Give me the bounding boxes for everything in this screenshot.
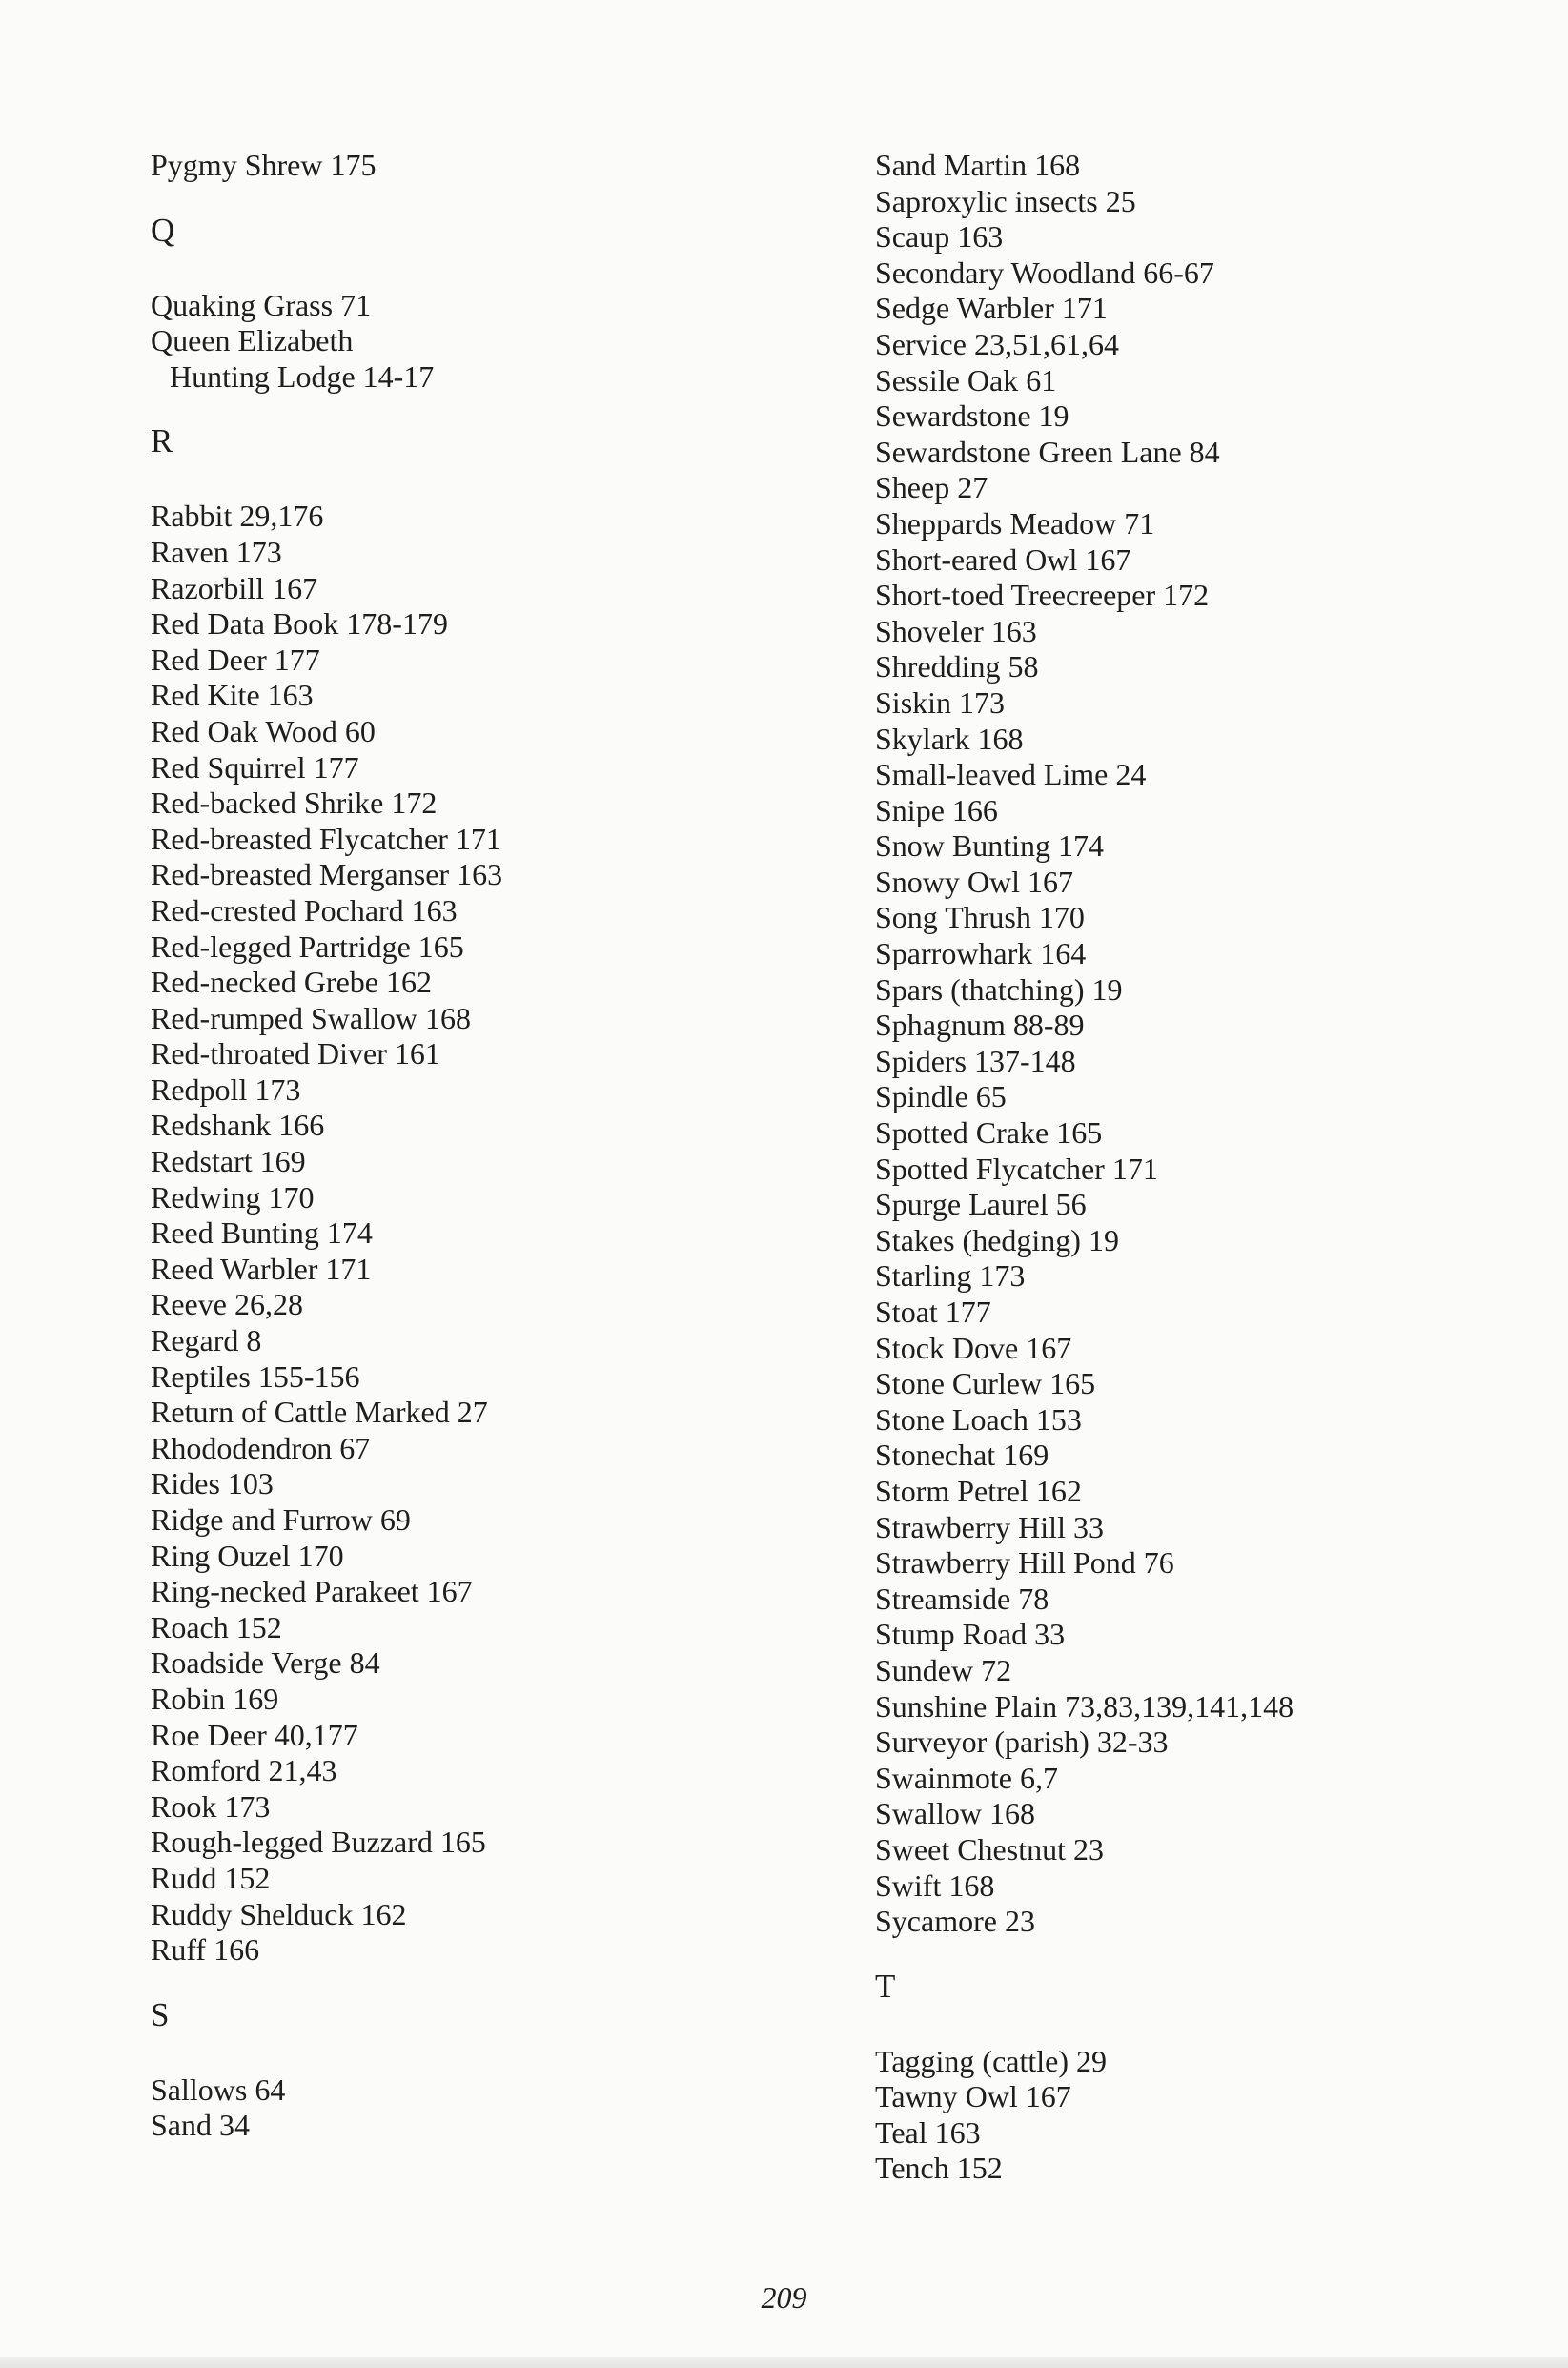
index-entry: Red-breasted Merganser 163 — [151, 857, 503, 892]
index-entry: Starling 173 — [875, 1258, 1026, 1294]
index-entry: Service 23,51,61,64 — [875, 326, 1119, 361]
index-entry: Hunting Lodge 14-17 — [170, 358, 435, 394]
index-entry: Red-necked Grebe 162 — [151, 965, 432, 1000]
index-entry: Siskin 173 — [875, 684, 1006, 720]
index-entry: Red-breasted Flycatcher 171 — [151, 821, 501, 856]
index-entry: Teal 163 — [875, 2114, 981, 2150]
index-entry: Sessile Oak 61 — [875, 362, 1057, 398]
index-entry: Shoveler 163 — [875, 613, 1037, 648]
index-entry: Red Squirrel 177 — [151, 749, 359, 785]
index-entry: Sphagnum 88-89 — [875, 1008, 1085, 1043]
index-entry: Stakes (hedging) 19 — [875, 1222, 1119, 1257]
index-entry: Rhododendron 67 — [151, 1430, 371, 1465]
index-entry: Regard 8 — [151, 1323, 262, 1358]
index-entry: Red Data Book 178-179 — [151, 606, 448, 642]
index-entry: Swift 168 — [875, 1868, 995, 1903]
index-entry: Red Deer 177 — [151, 642, 320, 677]
index-entry: Stoat 177 — [875, 1295, 991, 1329]
index-entry: Spindle 65 — [875, 1079, 1007, 1114]
index-entry: Streamside 78 — [875, 1581, 1049, 1616]
index-entry: Sycamore 23 — [875, 1904, 1035, 1939]
index-entry: Tench 152 — [875, 2151, 1003, 2186]
index-entry: Strawberry Hill Pond 76 — [875, 1545, 1174, 1581]
section-letter-s: S — [151, 1995, 170, 2033]
index-entry: Rudd 152 — [151, 1860, 271, 1895]
index-entry: Reptiles 155-156 — [151, 1358, 360, 1394]
index-entry: Strawberry Hill 33 — [875, 1509, 1104, 1544]
index-entry: Roe Deer 40,177 — [151, 1717, 358, 1752]
index-entry: Song Thrush 170 — [875, 900, 1085, 935]
index-entry: Sunshine Plain 73,83,139,141,148 — [875, 1688, 1294, 1724]
index-entry: Sewardstone 19 — [875, 398, 1069, 434]
index-entry: Razorbill 167 — [151, 570, 318, 605]
index-entry: Red-backed Shrike 172 — [151, 786, 438, 821]
index-entry: Sand Martin 168 — [875, 148, 1081, 182]
index-entry: Spurge Laurel 56 — [875, 1187, 1087, 1222]
index-entry: Small-leaved Lime 24 — [875, 757, 1147, 792]
index-entry: Sand 34 — [151, 2108, 250, 2143]
index-entry: Sheppards Meadow 71 — [875, 505, 1155, 541]
index-entry: Stone Loach 153 — [875, 1401, 1082, 1437]
index-entry: Short-eared Owl 167 — [875, 541, 1131, 577]
index-entry: Ridge and Furrow 69 — [151, 1502, 411, 1537]
index-entry: Redshank 166 — [151, 1108, 325, 1143]
index-entry: Sallows 64 — [151, 2072, 286, 2107]
index-entry: Short-toed Treecreeper 172 — [875, 578, 1210, 613]
index-entry: Saproxylic insects 25 — [875, 183, 1136, 218]
index-column-left — [151, 148, 818, 2144]
index-entry: Reeve 26,28 — [151, 1287, 303, 1322]
index-entry: Rook 173 — [151, 1788, 271, 1824]
index-entry: Stone Curlew 165 — [875, 1366, 1096, 1401]
index-entry: Surveyor (parish) 32-33 — [875, 1725, 1169, 1760]
index-entry: Sundew 72 — [875, 1652, 1012, 1687]
index-entry: Red-throated Diver 161 — [151, 1036, 440, 1072]
index-entry: Red-rumped Swallow 168 — [151, 1000, 471, 1035]
index-entry: Storm Petrel 162 — [875, 1473, 1082, 1508]
index-entry: Snow Bunting 174 — [875, 828, 1105, 864]
page-number: 209 — [761, 2280, 807, 2315]
index-entry: Sewardstone Green Lane 84 — [875, 434, 1220, 469]
index-entry: Rides 103 — [151, 1466, 274, 1501]
index-entry: Redstart 169 — [151, 1144, 306, 1179]
index-entry: Quaking Grass 71 — [151, 287, 372, 322]
section-letter-t: T — [875, 1967, 896, 2005]
index-entry: Swallow 168 — [875, 1796, 1035, 1831]
index-entry: Red-legged Partridge 165 — [151, 929, 464, 964]
index-entry: Spiders 137-148 — [875, 1043, 1076, 1078]
index-entry: Reed Bunting 174 — [151, 1215, 373, 1251]
index-entry: Spotted Flycatcher 171 — [875, 1151, 1158, 1186]
index-entry: Tagging (cattle) 29 — [875, 2043, 1107, 2078]
index-entry: Romford 21,43 — [151, 1753, 337, 1788]
index-entry: Sheep 27 — [875, 470, 988, 505]
index-entry: Swainmote 6,7 — [875, 1760, 1058, 1795]
index-entry: Redpoll 173 — [151, 1072, 301, 1107]
index-entry: Roach 152 — [151, 1609, 282, 1644]
index-entry: Ring-necked Parakeet 167 — [151, 1574, 473, 1609]
index-entry: Return of Cattle Marked 27 — [151, 1395, 488, 1430]
index-entry: Scaup 163 — [875, 219, 1004, 255]
index-entry: Ruddy Shelduck 162 — [151, 1896, 407, 1931]
index-entry: Reed Warbler 171 — [151, 1251, 372, 1286]
index-entry: Roadside Verge 84 — [151, 1645, 380, 1681]
index-entry: Ring Ouzel 170 — [151, 1538, 344, 1573]
index-entry: Skylark 168 — [875, 721, 1024, 756]
index-entry: Red Oak Wood 60 — [151, 713, 376, 748]
index-entry: Snipe 166 — [875, 792, 998, 827]
index-entry: Red-crested Pochard 163 — [151, 892, 458, 928]
index-entry: Robin 169 — [151, 1681, 279, 1716]
index-entry: Pygmy Shrew 175 — [151, 148, 377, 182]
index-entry: Spotted Crake 165 — [875, 1115, 1103, 1151]
index-entry: Ruff 166 — [151, 1932, 260, 1968]
index-entry: Spars (thatching) 19 — [875, 971, 1123, 1007]
index-entry: Sparrowhark 164 — [875, 936, 1087, 971]
index-entry: Rabbit 29,176 — [151, 499, 324, 534]
page-bottom-edge — [0, 2357, 1568, 2368]
index-entry: Queen Elizabeth — [151, 323, 354, 358]
index-entry: Red Kite 163 — [151, 678, 314, 713]
index-entry: Stump Road 33 — [875, 1617, 1066, 1652]
index-entry: Secondary Woodland 66-67 — [875, 255, 1214, 290]
index-entry: Redwing 170 — [151, 1179, 315, 1215]
index-entry: Rough-legged Buzzard 165 — [151, 1825, 486, 1860]
index-entry: Tawny Owl 167 — [875, 2079, 1071, 2114]
index-entry: Sweet Chestnut 23 — [875, 1831, 1104, 1867]
index-entry: Shredding 58 — [875, 649, 1039, 684]
index-entry: Sedge Warbler 171 — [875, 291, 1108, 326]
section-letter-r: R — [151, 422, 173, 460]
index-entry: Stock Dove 167 — [875, 1330, 1072, 1365]
index-column-right — [875, 148, 1542, 2187]
index-entry: Stonechat 169 — [875, 1438, 1049, 1473]
index-entry: Snowy Owl 167 — [875, 864, 1074, 899]
index-entry: Raven 173 — [151, 534, 282, 569]
section-letter-q: Q — [151, 211, 175, 249]
